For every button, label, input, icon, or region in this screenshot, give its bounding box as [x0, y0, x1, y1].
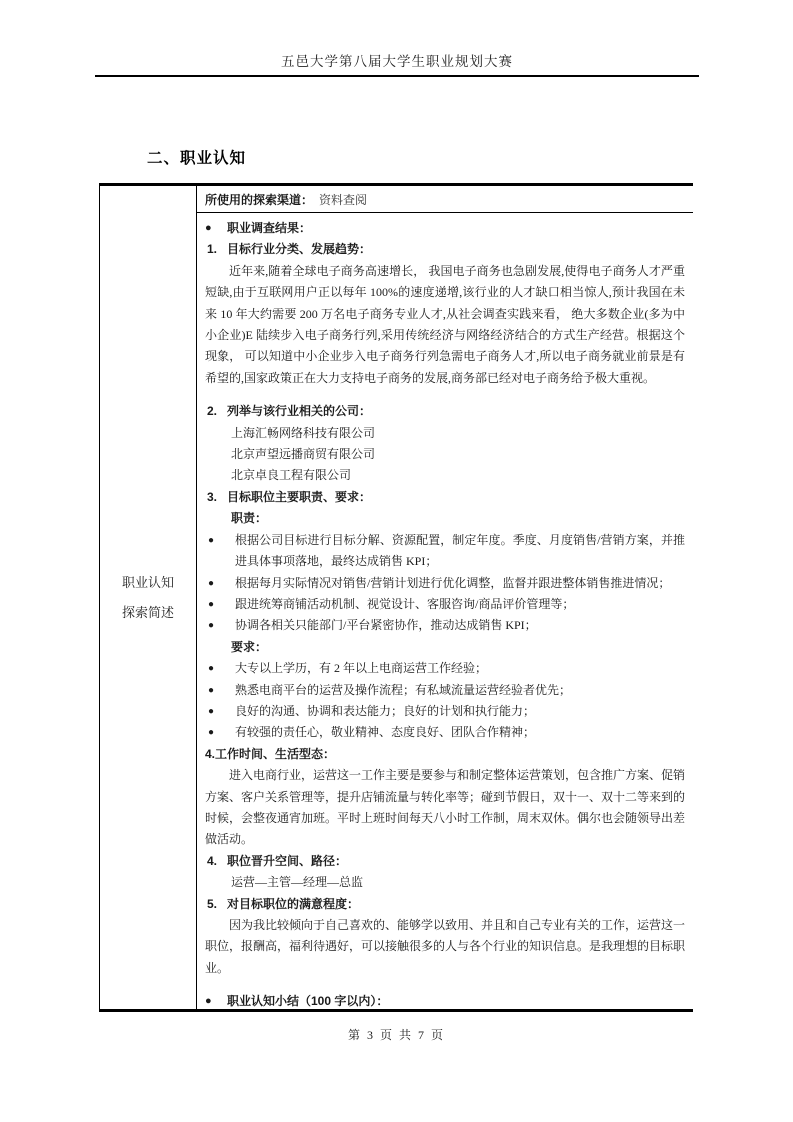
table-row-header [100, 186, 197, 1009]
survey-body [197, 213, 693, 1009]
satisfaction-paragraph: 因为我比较倾向于自己喜欢的、能够学以致用、并且和自己专业有关的工作，运营这一职位，报酬高，福利待遇好，可以接触很多的人与各个行业的知识信息。是我理想的目标职业。 [205, 918, 686, 975]
duty-item [205, 594, 685, 615]
summary-heading-text: 职业认知小结（100 字以内）： [227, 994, 389, 1009]
exploration-channel-label: 所使用的探索渠道： [205, 192, 314, 207]
item4b-number: 4. [207, 853, 218, 868]
item1-heading [205, 239, 685, 260]
requirement-text: 有较强的责任心，敬业精神、态度良好、团队合作精神； [235, 725, 536, 740]
requirement-item [205, 722, 685, 743]
summary-heading [205, 991, 685, 1009]
item5-number: 5. [207, 896, 218, 911]
requirement-text: 大专以上学历，有 2 年以上电商运营工作经验； [235, 661, 488, 676]
duty-text: 根据公司目标进行目标分解、资源配置，制定年度。季度、月度销售/营销方案，并推进具体事项落地，最终达成销售 KPI； [235, 532, 685, 569]
header-rule [95, 75, 699, 77]
bullet-icon: ● [208, 577, 215, 589]
duty-item [205, 530, 685, 573]
spacer [205, 979, 685, 991]
bullet-icon: ● [208, 534, 215, 546]
requirement-item [205, 701, 685, 722]
career-cognition-table [99, 183, 693, 1012]
item4a-heading: 4.工作时间、生活型态： [205, 746, 336, 761]
bullet-icon: ● [205, 995, 212, 1008]
duty-text: 跟进统筹商铺活动机制、视觉设计、客服咨询/商品评价管理等； [235, 596, 575, 611]
requirements-label: 要求： [231, 639, 268, 654]
bullet-icon: ● [208, 727, 215, 739]
row-header-line1: 职业认知 [121, 574, 174, 590]
company-item: 北京卓良工程有限公司 [231, 468, 352, 483]
item1-number: 1. [207, 242, 218, 257]
promotion-path-value: 运营—主管—经理—总监 [231, 875, 364, 890]
bullet-icon: ● [208, 705, 215, 717]
item3-number: 3. [207, 489, 218, 504]
duty-item [205, 573, 685, 594]
survey-results-heading [205, 218, 685, 239]
item2-title: 列举与该行业相关的公司： [227, 404, 372, 419]
page-header-title: 五邑大学第八届大学生职业规划大赛 [281, 54, 513, 69]
bullet-icon: ● [208, 663, 215, 675]
survey-results-heading-text: 职业调查结果： [227, 221, 312, 235]
requirement-item [205, 658, 685, 679]
item2-heading [205, 401, 685, 422]
exploration-channel-row [197, 186, 693, 213]
requirement-text: 良好的沟通、协调和表达能力；良好的计划和执行能力； [235, 703, 536, 718]
requirement-item [205, 680, 685, 701]
duties-label: 职责： [231, 511, 268, 526]
requirement-text: 熟悉电商平台的运营及操作流程；有私域流量运营经验者优先； [235, 682, 572, 697]
work-life-paragraph: 进入电商行业，运营这一工作主要是要参与和制定整体运营策划，包含推广方案、促销方案、客户关系管理等，提升店铺流量与转化率等；碰到节假日，双十一、双十二等来到的时候，会整夜通宵加班。平时上班时间每天八小时工作制，周末双休。偶尔也会随领导出差做活动。 [205, 768, 686, 847]
table-content-cell [197, 186, 693, 1009]
exploration-channel-value: 资料查阅 [319, 192, 368, 207]
item3-title: 目标职位主要职责、要求： [227, 489, 372, 504]
duty-text: 协调各相关只能部门/平台紧密协作，推动达成销售 KPI； [235, 618, 537, 633]
spacer [205, 389, 685, 401]
item5-heading [205, 894, 685, 915]
item2-number: 2. [207, 404, 218, 419]
item4b-title: 职位晋升空间、路径： [227, 853, 348, 868]
item3-heading [205, 487, 685, 508]
company-item: 上海汇畅网络科技有限公司 [231, 425, 376, 440]
section-title: 二、职业认知 [147, 150, 247, 167]
duty-text: 根据每月实际情况对销售/营销计划进行优化调整，监督并跟进整体销售推进情况； [235, 575, 671, 590]
item4b-heading [205, 851, 685, 872]
bullet-icon: ● [208, 684, 215, 696]
duty-item [205, 615, 685, 636]
item1-title: 目标行业分类、发展趋势： [227, 242, 372, 257]
page-footer: 第 3 页 共 7 页 [347, 1028, 445, 1042]
item5-title: 对目标职位的满意程度： [227, 896, 360, 911]
bullet-icon: ● [208, 598, 215, 610]
industry-trend-paragraph: 近年来,随着全球电子商务高速增长， 我国电子商务也急剧发展,使得电子商务人才严重短缺,由于互联网用户正以每年 100%的速度递增,该行业的人才缺口相当惊人,预计我国在未来 10 年大约需要 200 万名电子商务专业人才,从社会调查实践来看， 绝大多数企业(多为中小企业)E 陆续步入电子商务行列,采用传统经济与网络经济结合的方式生产经营。根据这个现象， 可以知道中小企业步入电子商务行列急需电子商务人才,所以电子商务就业前景是有希望的,国家政策正在大力支持电子商务的发展,商务部已经对电子商务给予极大重视。 [205, 263, 685, 385]
bullet-icon: ● [208, 620, 215, 632]
company-item: 北京声望远播商贸有限公司 [231, 447, 376, 462]
bullet-icon: ● [205, 222, 212, 234]
row-header-line2: 探索简述 [121, 604, 174, 620]
